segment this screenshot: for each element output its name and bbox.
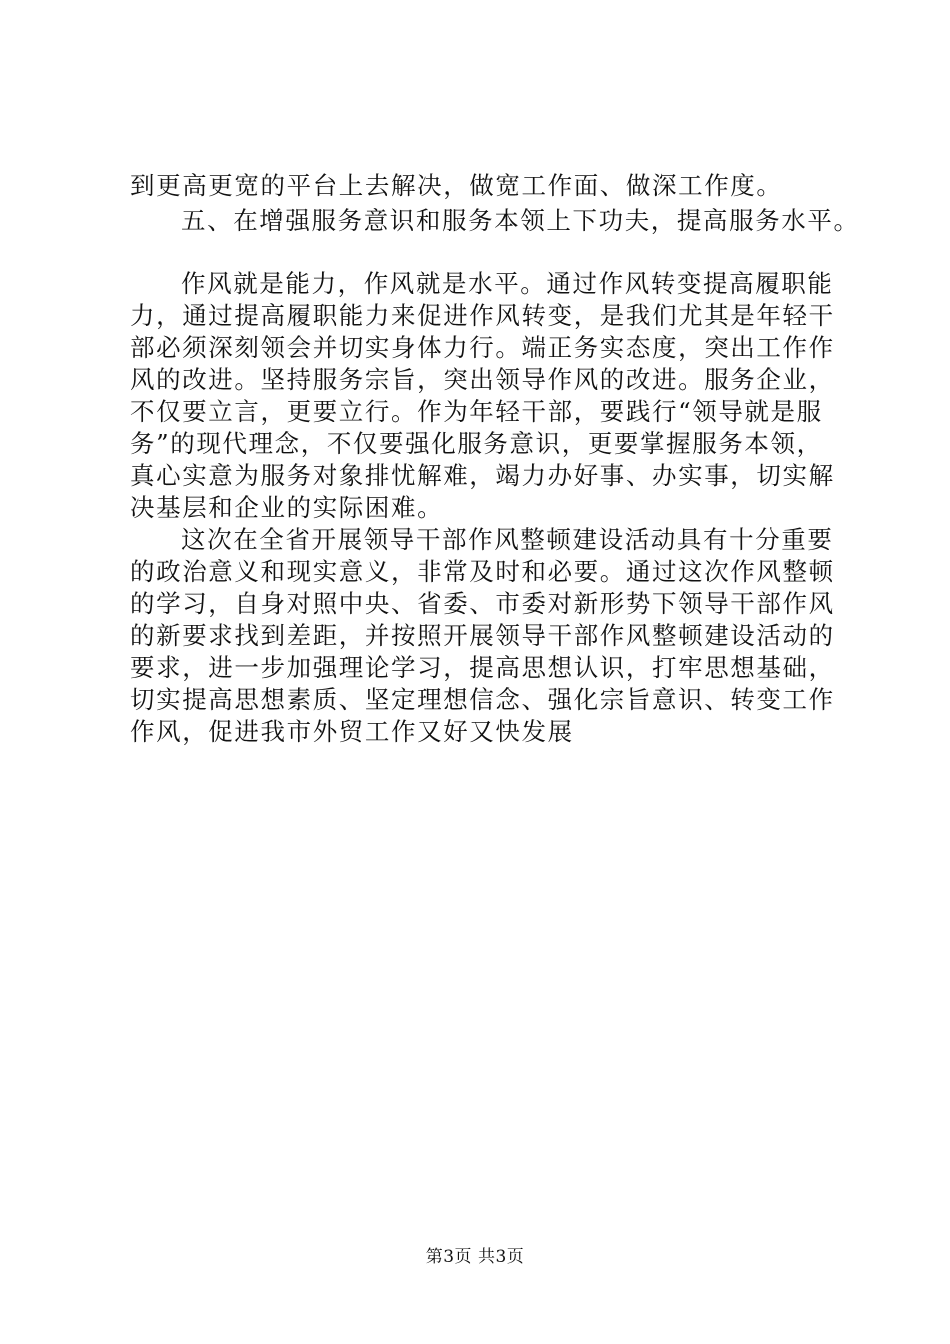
body-line: 风的改进。坚持服务宗旨，突出领导作风的改进。服务企业， — [130, 365, 835, 394]
body-line: 这次在全省开展领导干部作风整顿建设活动具有十分重要 — [181, 525, 834, 554]
body-line: 决基层和企业的实际困难。 — [130, 493, 444, 522]
body-line: 要求，进一步加强理论学习，提高思想认识，打牢思想基础， — [130, 653, 835, 682]
body-line: 的学习，自身对照中央、省委、市委对新形势下领导干部作风 — [130, 589, 835, 618]
body-line: 切实提高思想素质、坚定理想信念、强化宗旨意识、转变工作 — [130, 685, 835, 714]
body-line: 作风就是能力，作风就是水平。通过作风转变提高履职能 — [181, 269, 834, 298]
body-line: 到更高更宽的平台上去解决，做宽工作面、做深工作度。 — [130, 171, 783, 200]
body-line: 部必须深刻领会并切实身体力行。端正务实态度，突出工作作 — [130, 333, 835, 362]
body-line: 作风，促进我市外贸工作又好又快发展 — [130, 717, 574, 746]
body-line: 务”的现代理念，不仅要强化服务意识，更要掌握服务本领， — [130, 429, 823, 458]
body-line: 不仅要立言，更要立行。作为年轻干部，要践行“领导就是服 — [130, 397, 823, 426]
body-line: 力，通过提高履职能力来促进作风转变，是我们尤其是年轻干 — [130, 301, 835, 330]
body-line: 的新要求找到差距，并按照开展领导干部作风整顿建设活动的 — [130, 621, 835, 650]
body-line: 真心实意为服务对象排忧解难，竭力办好事、办实事，切实解 — [130, 461, 835, 490]
page-number: 第3页 共3页 — [425, 1247, 525, 1267]
body-line: 的政治意义和现实意义，非常及时和必要。通过这次作风整顿 — [130, 557, 835, 586]
section-heading: 五、在增强服务意识和服务本领上下功夫，提高服务水平。 — [181, 206, 860, 235]
